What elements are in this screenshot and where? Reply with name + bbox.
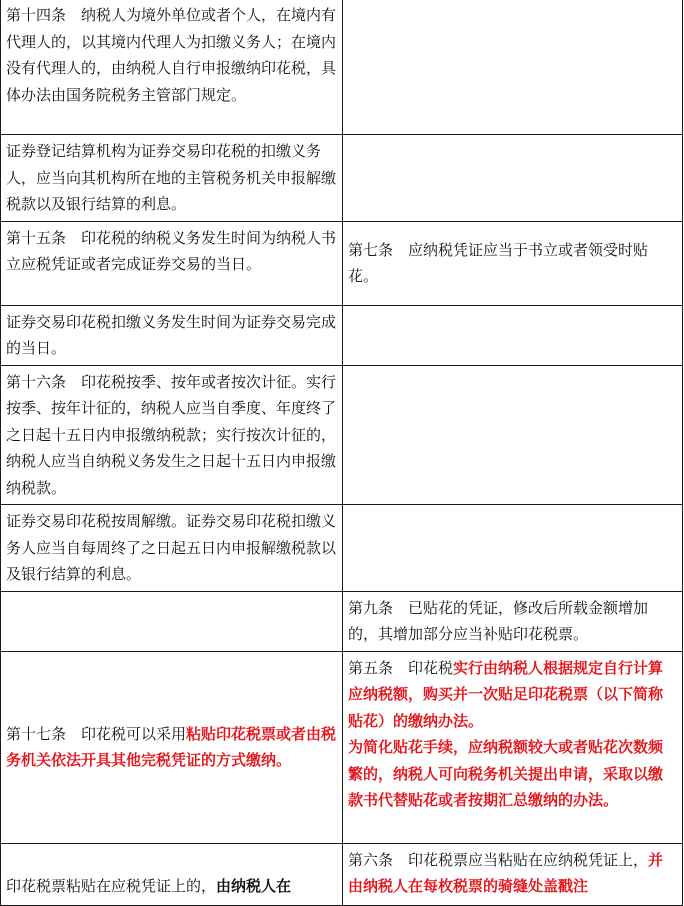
table-row — [1, 365, 683, 505]
table-row — [1, 135, 683, 222]
new-law-cell — [1, 843, 343, 905]
old-article-7-text: 第七条 应纳税凭证应当于书立或者领受时贴花。 — [348, 240, 649, 285]
table-row — [1, 221, 683, 305]
old-rule-cell — [343, 843, 683, 905]
table-row — [1, 651, 683, 843]
old-rule-cell — [343, 651, 683, 843]
old-rule-cell — [343, 365, 683, 505]
old-rule-cell — [343, 505, 683, 592]
old-rule-cell — [343, 305, 683, 365]
article-17-emphasis: 粘贴印花税票或者由税务机关依法开具其他完税凭证的方式缴纳。 — [6, 724, 337, 769]
old-rule-cell — [343, 0, 683, 135]
weekly-remittance-text: 证券交易印花税按周解缴。证券交易印花税扣缴义务人应当自每周终了之日起五日内申报解缴税款以及银行结算的利息。 — [6, 512, 337, 583]
old-article-5-emphasis: 实行由纳税人根据规定自行计算应纳税额，购买并一次贴足印花税票（以下简称贴花）的缴纳办法。 — [348, 658, 664, 730]
table-row — [1, 843, 683, 905]
new-law-cell — [1, 305, 343, 365]
table-row — [1, 0, 683, 135]
new-law-cell — [1, 135, 343, 222]
table-row — [1, 591, 683, 651]
article-17-intro: 第十七条 印花税可以采用 — [6, 724, 187, 743]
article-14-text: 第十四条 纳税人为境外单位或者个人，在境内有代理人的，以其境内代理人为扣缴义务人；在境内没有代理人的，由纳税人自行申报缴纳印花税，具体办法由国务院税务主管部门规定。 — [6, 6, 337, 104]
old-article-9-text: 第九条 已贴花的凭证，修改后所载金额增加的，其增加部分应当补贴印花税票。 — [348, 598, 649, 643]
old-article-5-simplification: 为简化贴花手续，应纳税额较大或者贴花次数频繁的，纳税人可向税务机关提出申请，采取以缴款书代替贴花或者按期汇总缴纳的办法。 — [348, 738, 664, 809]
old-rule-cell — [343, 591, 683, 651]
article-16-text: 第十六条 印花税按季、按年或者按次计征。实行按季、按年计征的，纳税人应当自季度、年度终了之日起十五日内申报缴纳税款；实行按次计征的，纳税人应当自纳税义务发生之日起十五日内申报缴纳税款。 — [6, 372, 337, 497]
old-rule-cell — [343, 221, 683, 305]
new-law-cell — [1, 651, 343, 843]
old-article-5-intro: 第五条 印花税 — [348, 658, 454, 677]
new-law-cell — [1, 505, 343, 592]
table-row — [1, 305, 683, 365]
new-law-cell — [1, 365, 343, 505]
old-article-6-emphasis: 并由纳税人在每枚税票的骑缝处盖戳注 — [348, 850, 664, 895]
withholding-agent-text: 证券登记结算机构为证券交易印花税的扣缴义务人，应当向其机构所在地的主管税务机关申报解缴税款以及银行结算的利息。 — [6, 142, 337, 213]
new-law-cell — [1, 221, 343, 305]
new-law-cell — [1, 0, 343, 135]
securities-obligation-time-text: 证券交易印花税扣缴义务发生时间为证券交易完成的当日。 — [6, 312, 337, 357]
article-15-text: 第十五条 印花税的纳税义务发生时间为纳税人书立应税凭证或者完成证券交易的当日。 — [6, 228, 337, 273]
table-row — [1, 505, 683, 592]
old-rule-cell — [343, 135, 683, 222]
stamp-affix-text: 印花税票粘贴在应税凭证上的，由纳税人在 — [6, 876, 292, 895]
old-article-6-intro: 第六条 印花税票应当粘贴在应纳税凭证上， — [348, 850, 649, 869]
new-law-cell — [1, 591, 343, 651]
